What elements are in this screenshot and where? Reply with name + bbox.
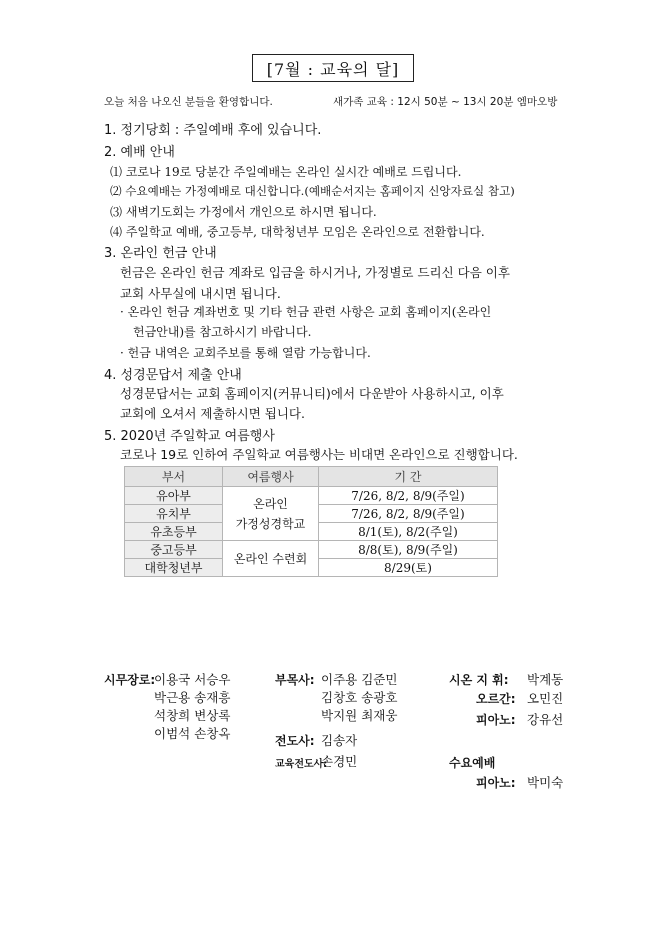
office-elders-label: 시무장로: — [104, 673, 156, 687]
elder-names: 이용국 서승우 — [154, 672, 231, 687]
section-1 — [104, 119, 321, 138]
table-cell-dept: 대학청년부 — [125, 559, 223, 577]
page-title-text: [7월 : 교육의 달] — [266, 59, 400, 79]
table-cell-period: 8/8(토), 8/9(주일) — [319, 541, 498, 559]
section-5-heading: 5. 2020년 주일학교 여름행사 — [104, 429, 275, 444]
summer-event-table — [124, 466, 498, 577]
new-family-education: 새가족 교육 : 12시 50분 ~ 13시 20분 엠마오방 — [333, 96, 558, 108]
table-row — [125, 541, 498, 559]
associate-pastors-label: 부목사: — [275, 673, 315, 687]
evangelist-name: 김송자 — [321, 733, 358, 748]
section-4-body: 교회에 오셔서 제출하시면 됩니다. — [120, 406, 305, 421]
table-header-dept: 부서 — [125, 467, 223, 487]
table-row — [125, 487, 498, 505]
table-cell-dept: 중고등부 — [125, 541, 223, 559]
page-title — [252, 54, 414, 82]
piano-label: 피아노: — [476, 713, 516, 727]
section-3-bullet: · 헌금 내역은 교회주보를 통해 열람 가능합니다. — [120, 346, 371, 360]
table-cell-period: 7/26, 8/2, 8/9(주일) — [319, 487, 498, 505]
welcome-text: 오늘 처음 나오신 분들을 환영합니다. — [104, 96, 273, 108]
evangelist-label: 전도사: — [275, 734, 315, 748]
table-cell-event — [223, 487, 319, 541]
elder-names: 석창희 변상록 — [154, 708, 231, 723]
section-3-body: 교회 사무실에 내시면 됩니다. — [120, 286, 281, 301]
organ-name: 오민진 — [527, 691, 564, 706]
elder-names: 박근용 송재흥 — [154, 690, 231, 705]
wednesday-service-label: 수요예배 — [449, 756, 496, 770]
section-2-item: ⑴ 코로나 19로 당분간 주일예배는 온라인 실시간 예배로 드립니다. — [110, 165, 462, 179]
pastor-names: 이주용 김준민 — [321, 672, 398, 687]
event-line: 온라인 가정성경학교 — [235, 496, 306, 531]
table-cell-period: 7/26, 8/2, 8/9(주일) — [319, 505, 498, 523]
table-cell-event: 온라인 수련회 — [223, 541, 319, 577]
education-evangelist-name: 손경민 — [321, 754, 358, 769]
section-3-bullet: · 온라인 헌금 계좌번호 및 기타 헌금 관련 사항은 교회 홈페이지(온라인 — [120, 305, 492, 319]
pastor-names: 박지원 최재웅 — [321, 708, 398, 723]
section-1-heading: 1. 정기당회 : 주일예배 후에 있습니다. — [104, 123, 322, 138]
section-4-heading: 4. 성경문답서 제출 안내 — [104, 368, 242, 383]
section-5-body: 코로나 19로 인하여 주일학교 여름행사는 비대면 온라인으로 진행합니다. — [120, 447, 518, 462]
table-cell-dept: 유치부 — [125, 505, 223, 523]
table-cell-dept: 유아부 — [125, 487, 223, 505]
education-evangelist-label: 교육전도사: — [275, 759, 328, 770]
section-2-item: ⑷ 주일학교 예배, 중고등부, 대학청년부 모임은 온라인으로 전환합니다. — [110, 225, 485, 239]
section-4-body: 성경문답서는 교회 홈페이지(커뮤니티)에서 다운받아 사용하시고, 이후 — [120, 386, 504, 401]
section-2-item: ⑶ 새벽기도회는 가정에서 개인으로 하시면 됩니다. — [110, 205, 377, 219]
table-cell-dept: 유초등부 — [125, 523, 223, 541]
wednesday-piano-name: 박미숙 — [527, 775, 564, 790]
section-3-body: 헌금은 온라인 헌금 계좌로 입금을 하시거나, 가정별로 드리신 다음 이후 — [120, 265, 510, 280]
organ-label: 오르간: — [476, 692, 516, 706]
section-2-heading: 2. 예배 안내 — [104, 145, 175, 160]
table-header-period: 기 간 — [319, 467, 498, 487]
conductor-name: 박계동 — [527, 672, 564, 687]
section-3-bullet-cont: 헌금안내)를 참고하시기 바랍니다. — [133, 325, 312, 339]
table-header-row — [125, 467, 498, 487]
elder-names: 이범석 손창옥 — [154, 726, 231, 741]
section-3-heading: 3. 온라인 헌금 안내 — [104, 246, 217, 261]
conductor-label: 시온 지 휘: — [449, 673, 509, 687]
wednesday-piano-label: 피아노: — [476, 776, 516, 790]
piano-name: 강유선 — [527, 712, 564, 727]
table-cell-period: 8/1(토), 8/2(주일) — [319, 523, 498, 541]
section-2-item: ⑵ 수요예배는 가정예배로 대신합니다.(예배순서지는 홈페이지 신앙자료실 참고) — [110, 184, 515, 198]
table-cell-period: 8/29(토) — [319, 559, 498, 577]
pastor-names: 김창호 송광호 — [321, 690, 398, 705]
table-header-event: 여름행사 — [223, 467, 319, 487]
